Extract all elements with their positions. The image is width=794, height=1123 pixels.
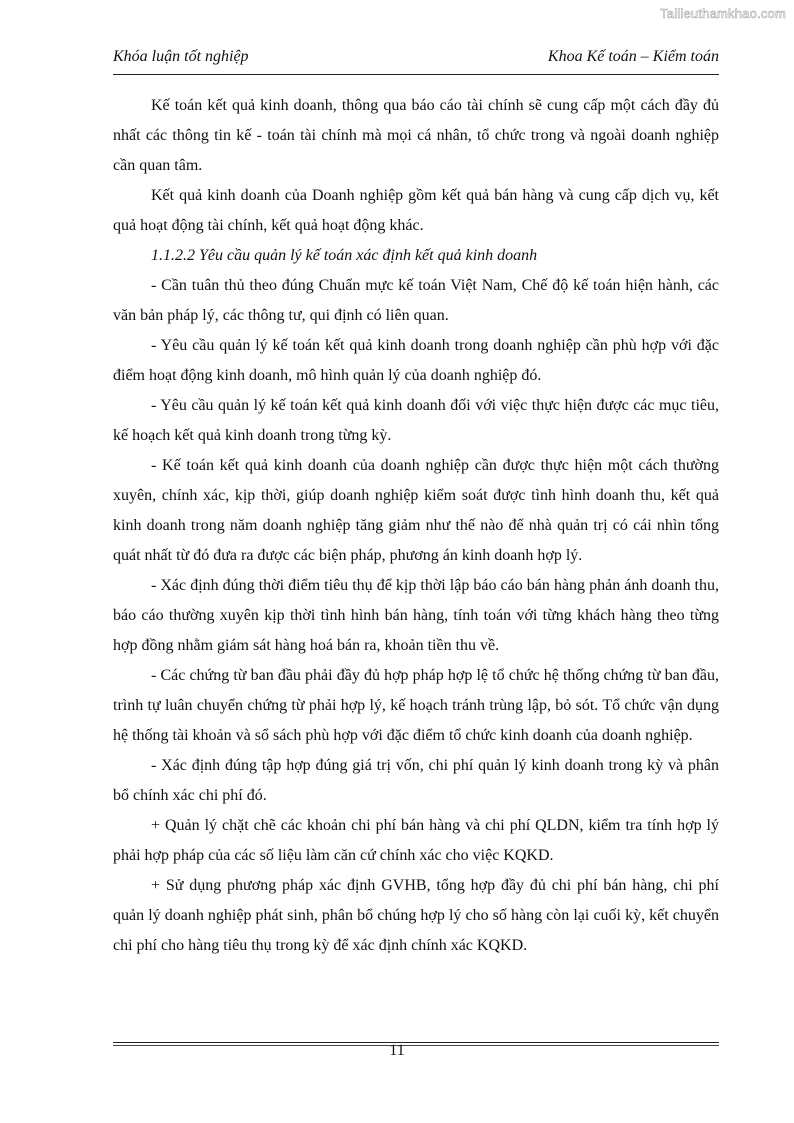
- page-number: 11: [389, 1042, 405, 1059]
- header-rule: [113, 74, 719, 75]
- paragraph: - Xác định đúng tập hợp đúng giá trị vốn, chi phí quản lý kinh doanh trong kỳ và phân bổ chính xác chi phí đó.: [113, 757, 719, 804]
- paragraph: Kế toán kết quả kinh doanh, thông qua báo cáo tài chính sẽ cung cấp một cách đầy đủ nhất các thông tin kế - toán tài chính mà mọi cá nhân, tổ chức trong và ngoài doanh nghiệp cần quan tâm.: [113, 97, 719, 174]
- document-body: [113, 91, 719, 961]
- watermark: Tailieuthamkhao.com: [660, 6, 786, 21]
- paragraph: - Yêu cầu quản lý kế toán kết quả kinh doanh trong doanh nghiệp cần phù hợp với đặc điểm hoạt động kinh doanh, mô hình quản lý của doanh nghiệp đó.: [113, 337, 719, 384]
- page-header: [113, 48, 719, 66]
- header-department-label: Khoa Kế toán – Kiểm toán: [547, 48, 719, 65]
- paragraph: - Yêu cầu quản lý kế toán kết quả kinh doanh đối với việc thực hiện được các mục tiêu, kế hoạch kết quả kinh doanh trong từng kỳ.: [113, 397, 719, 444]
- paragraph: - Cần tuân thủ theo đúng Chuẩn mực kế toán Việt Nam, Chế độ kế toán hiện hành, các văn bản pháp lý, các thông tư, qui định có liên quan.: [113, 277, 719, 324]
- paragraph: Kết quả kinh doanh của Doanh nghiệp gồm kết quả bán hàng và cung cấp dịch vụ, kết quả hoạt động tài chính, kết quả hoạt động khác.: [113, 187, 719, 234]
- paragraph: + Quản lý chặt chẽ các khoản chi phí bán hàng và chi phí QLDN, kiểm tra tính hợp lý phải hợp pháp của các số liệu làm căn cứ chính xác cho việc KQKD.: [113, 817, 719, 864]
- paragraph: - Kế toán kết quả kinh doanh của doanh nghiệp cần được thực hiện một cách thường xuyên, chính xác, kịp thời, giúp doanh nghiệp kiểm soát được tình hình doanh thu, kết quả kinh doanh trong năm doanh nghiệp tăng giảm như thế nào để nhà quản trị có cái nhìn tổng quát nhất từ đó đưa ra được các biện pháp, phương án kinh doanh hợp lý.: [113, 457, 719, 564]
- paragraph: - Xác định đúng thời điểm tiêu thụ để kịp thời lập báo cáo bán hàng phản ánh doanh thu, báo cáo thường xuyên kịp thời tình hình bán hàng, tính toán với từng khách hàng theo từng hợp đồng nhằm giám sát hàng hoá bán ra, khoản tiền thu về.: [113, 577, 719, 654]
- paragraph: + Sử dụng phương pháp xác định GVHB, tổng hợp đầy đủ chi phí bán hàng, chi phí quản lý doanh nghiệp phát sinh, phân bổ chúng hợp lý cho số hàng còn lại cuối kỳ, kết chuyển chi phí cho hàng tiêu thụ trong kỳ để xác định chính xác KQKD.: [113, 877, 719, 954]
- header-thesis-label: Khóa luận tốt nghiệp: [113, 48, 249, 65]
- section-heading: 1.1.2.2 Yêu cầu quản lý kế toán xác định kết quả kinh doanh: [151, 247, 538, 264]
- paragraph: - Các chứng từ ban đầu phải đầy đủ hợp pháp hợp lệ tổ chức hệ thống chứng từ ban đầu, trình tự luân chuyển chứng từ phải hợp lý, kế hoạch tránh trùng lập, bỏ sót. Tổ chức vận dụng hệ thống tài khoản và sổ sách phù hợp với đặc điểm tổ chức kinh doanh của doanh nghiệp.: [113, 667, 719, 744]
